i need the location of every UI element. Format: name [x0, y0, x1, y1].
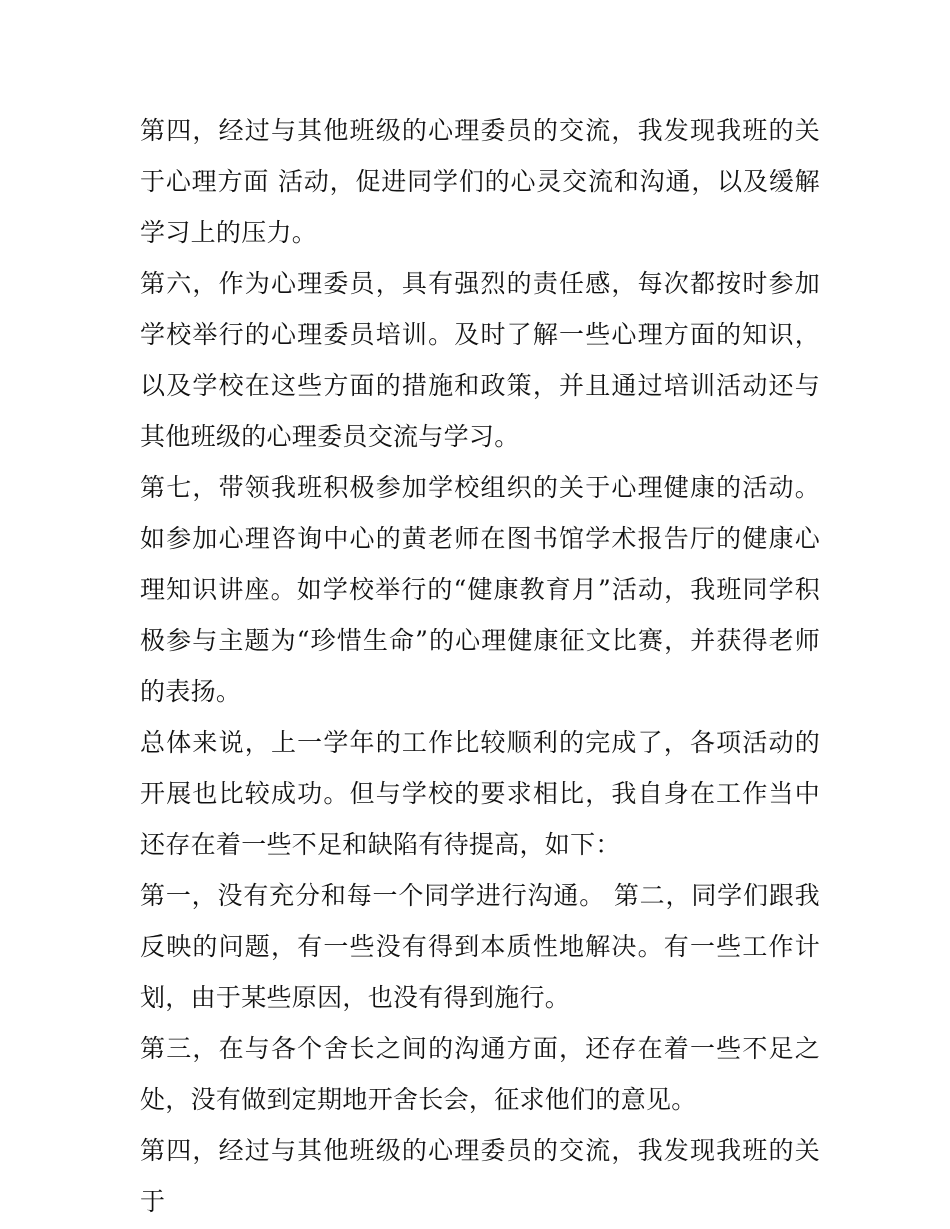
paragraph-fourth-point: 第四，经过与其他班级的心理委员的交流，我发现我班的关于心理方面 活动，促进同学们的心灵交流和沟通，以及缓解学习上的压力。	[140, 116, 820, 247]
paragraph-seventh-point: 第七，带领我班积极参加学校组织的关于心理健康的活动。如参加心理咨询中心的黄老师在图书馆学术报告厅的健康心理知识讲座。如学校举行的“健康教育月”活动，我班同学积极参与主题为“珍惜生命”的心理健康征文比赛，并获得老师的表扬。	[140, 473, 820, 706]
paragraph-shortcomings-first-second: 第一，没有充分和每一个同学进行沟通。 第二，同学们跟我反映的问题，有一些没有得到本质性地解决。有一些工作计划，由于某些原因，也没有得到施行。	[140, 881, 820, 1012]
paragraph-sixth-point: 第六，作为心理委员，具有强烈的责任感，每次都按时参加学校举行的心理委员培训。及时了解一些心理方面的知识，以及学校在这些方面的措施和政策，并且通过培训活动还与其他班级的心理委员交流与学习。	[140, 269, 820, 451]
paragraph-shortcomings-third: 第三，在与各个舍长之间的沟通方面，还存在着一些不足之处，没有做到定期地开舍长会，征求他们的意见。	[140, 1034, 820, 1114]
paragraph-summary: 总体来说，上一学年的工作比较顺利的完成了，各项活动的开展也比较成功。但与学校的要求相比，我自身在工作当中还存在着一些不足和缺陷有待提高，如下：	[140, 728, 820, 859]
paragraph-shortcomings-fourth: 第四，经过与其他班级的心理委员的交流，我发现我班的关于	[140, 1136, 820, 1216]
document-body	[140, 105, 820, 1227]
